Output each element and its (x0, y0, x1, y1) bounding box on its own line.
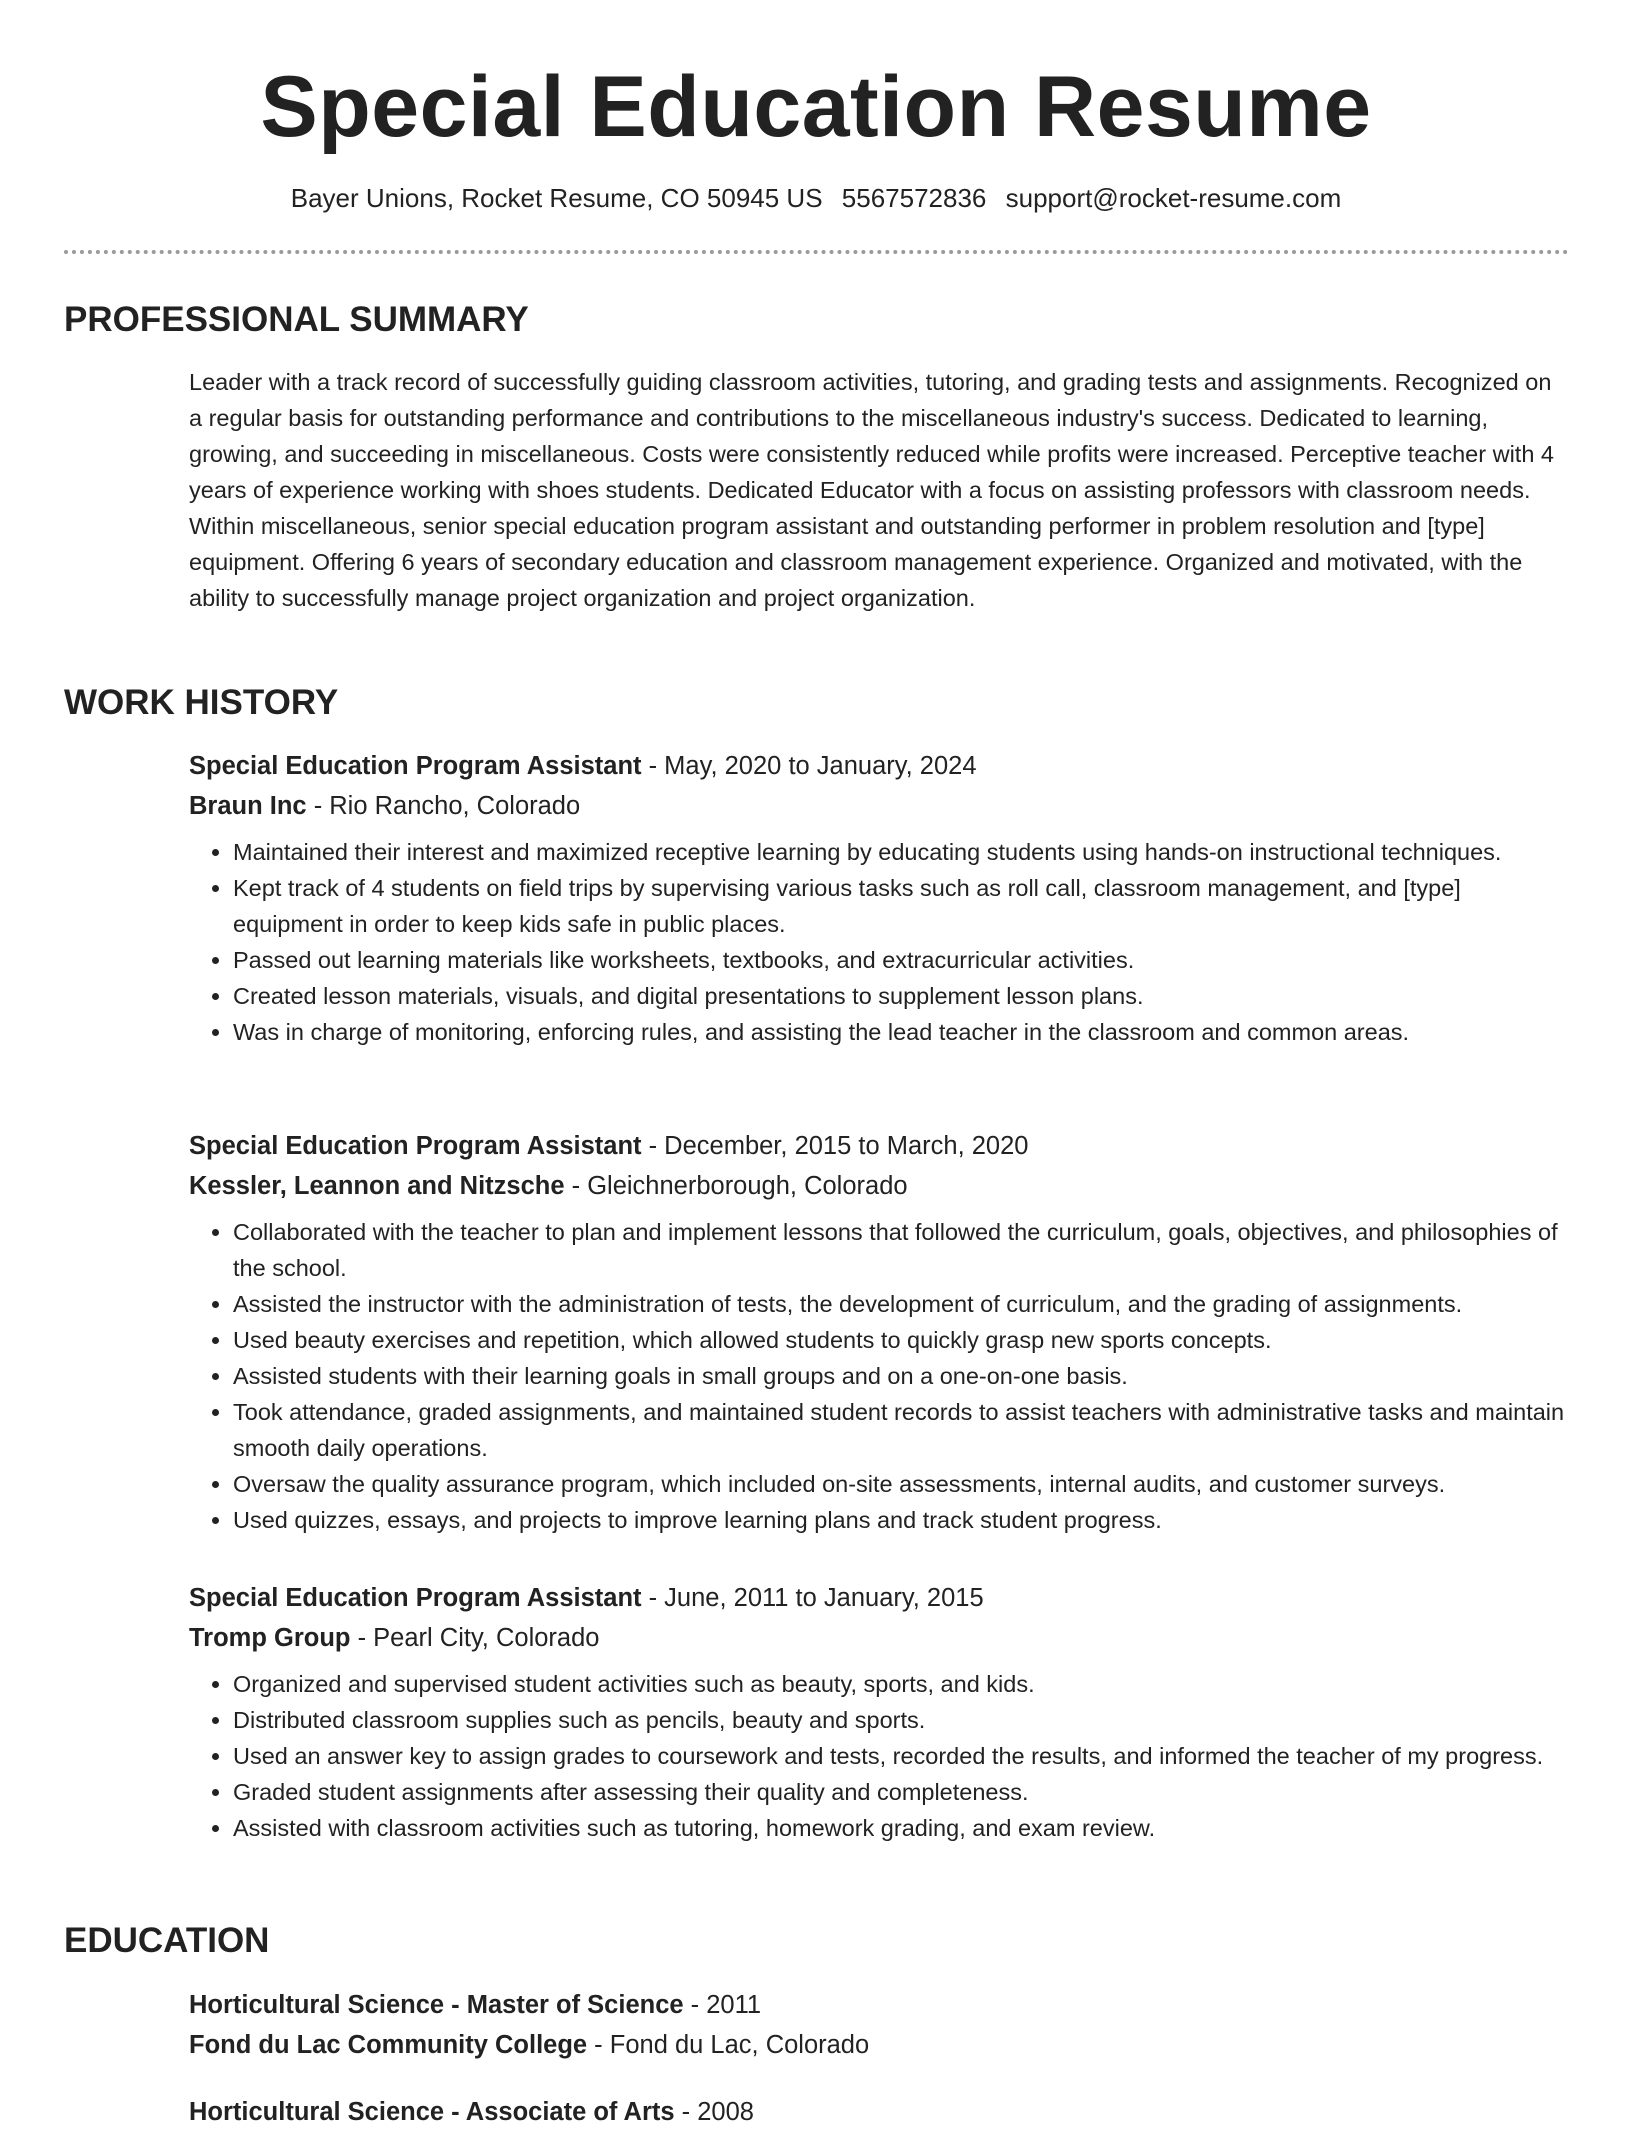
job-entry (189, 1126, 1569, 1538)
job-role-line (189, 1578, 1569, 1618)
list-item: • Graded student assignments after assessing their quality and completeness. (233, 1774, 1569, 1810)
job-entry (189, 1578, 1569, 1846)
contact-email: support@rocket-resume.com (1005, 183, 1342, 213)
list-item: • Used quizzes, essays, and projects to improve learning plans and track student progress. (233, 1502, 1569, 1538)
list-item: • Oversaw the quality assurance program, which included on-site assessments, internal audits, and customer surveys. (233, 1466, 1569, 1502)
job-location: - Rio Rancho, Colorado (306, 792, 581, 820)
job-bullets (189, 1666, 1569, 1846)
job-role: Special Education Program Assistant (189, 1132, 642, 1160)
work-history-heading: WORK HISTORY (64, 683, 339, 722)
job-role: Special Education Program Assistant (189, 752, 642, 780)
list-item: • Used beauty exercises and repetition, which allowed students to quickly grasp new sports concepts. (233, 1322, 1569, 1358)
education-location: - Fond du Lac, Colorado (587, 2031, 870, 2059)
education-degree-line (189, 1985, 1569, 2025)
job-entry (189, 746, 1569, 1050)
job-company: Braun Inc (189, 792, 307, 820)
contact-phone: 5567572836 (841, 183, 987, 213)
education-year: - 2008 (674, 2098, 754, 2126)
job-role: Special Education Program Assistant (189, 1584, 642, 1612)
job-dates: - May, 2020 to January, 2024 (641, 752, 977, 780)
list-item: • Assisted the instructor with the administration of tests, the development of curriculum, and the grading of assignments. (233, 1286, 1569, 1322)
job-dates: - December, 2015 to March, 2020 (641, 1132, 1029, 1160)
list-item: • Took attendance, graded assignments, and maintained student records to assist teachers with administrative tasks and maintain smooth daily operations. (233, 1394, 1569, 1466)
job-company-line (189, 1618, 1569, 1658)
summary-heading: PROFESSIONAL SUMMARY (64, 300, 529, 339)
job-company: Kessler, Leannon and Nitzsche (189, 1172, 565, 1200)
resume-title: Special Education Resume (260, 59, 1372, 155)
education-degree-line (189, 2092, 1569, 2132)
list-item: • Created lesson materials, visuals, and digital presentations to supplement lesson plans. (233, 978, 1569, 1014)
job-role-line (189, 1126, 1569, 1166)
education-year: - 2011 (683, 1991, 762, 2019)
list-item: • Collaborated with the teacher to plan and implement lessons that followed the curriculum, goals, objectives, and philosophies of the school. (233, 1214, 1569, 1286)
list-item: • Kept track of 4 students on field trips by supervising various tasks such as roll call, classroom management, and [type] equipment in order to keep kids safe in public places. (233, 870, 1569, 942)
list-item: • Assisted with classroom activities such as tutoring, homework grading, and exam review. (233, 1810, 1569, 1846)
education-degree: Horticultural Science - Associate of Arts (189, 2098, 675, 2126)
contact-line (0, 180, 1632, 216)
job-bullets (189, 1214, 1569, 1538)
job-location: - Gleichnerborough, Colorado (564, 1172, 908, 1200)
job-dates: - June, 2011 to January, 2015 (641, 1584, 984, 1612)
summary-text: Leader with a track record of successfully guiding classroom activities, tutoring, and grading tests and assignments. Recognized on a regular basis for outstanding performance and contributions to the miscellaneous industry's success. Dedicated to learning, growing, and succeeding in miscellaneous. Costs were consistently reduced while profits were increased. Perceptive teacher with 4 years of experience working with shoes students. Dedicated Educator with a focus on assisting professors with classroom needs. Within miscellaneous, senior special education program assistant and outstanding performer in problem resolution and [type] equipment. Offering 6 years of secondary education and classroom management experience. Organized and motivated, with the ability to successfully manage project organization and project organization. (189, 369, 1554, 611)
list-item: • Passed out learning materials like worksheets, textbooks, and extracurricular activities. (233, 942, 1569, 978)
list-item: • Organized and supervised student activities such as beauty, sports, and kids. (233, 1666, 1569, 1702)
education-entry (189, 1985, 1569, 2065)
job-company-line (189, 1166, 1569, 1206)
header-divider (64, 250, 1569, 254)
job-company-line (189, 786, 1569, 826)
job-bullets (189, 834, 1569, 1050)
job-role-line (189, 746, 1569, 786)
list-item: • Used an answer key to assign grades to coursework and tests, recorded the results, and informed the teacher of my progress. (233, 1738, 1569, 1774)
education-school-line (189, 2025, 1569, 2065)
list-item: • Maintained their interest and maximized receptive learning by educating students using hands-on instructional techniques. (233, 834, 1569, 870)
education-school: Fond du Lac Community College (189, 2031, 588, 2059)
contact-address: Bayer Unions, Rocket Resume, CO 50945 US (290, 183, 823, 213)
list-item: • Distributed classroom supplies such as pencils, beauty and sports. (233, 1702, 1569, 1738)
education-entry (189, 2092, 1569, 2132)
list-item: • Assisted students with their learning goals in small groups and on a one-on-one basis. (233, 1358, 1569, 1394)
summary-block (189, 364, 1569, 616)
job-company: Tromp Group (189, 1624, 351, 1652)
education-heading: EDUCATION (64, 1921, 270, 1960)
education-degree: Horticultural Science - Master of Science (189, 1991, 684, 2019)
job-location: - Pearl City, Colorado (350, 1624, 600, 1652)
list-item: • Was in charge of monitoring, enforcing rules, and assisting the lead teacher in the classroom and common areas. (233, 1014, 1569, 1050)
